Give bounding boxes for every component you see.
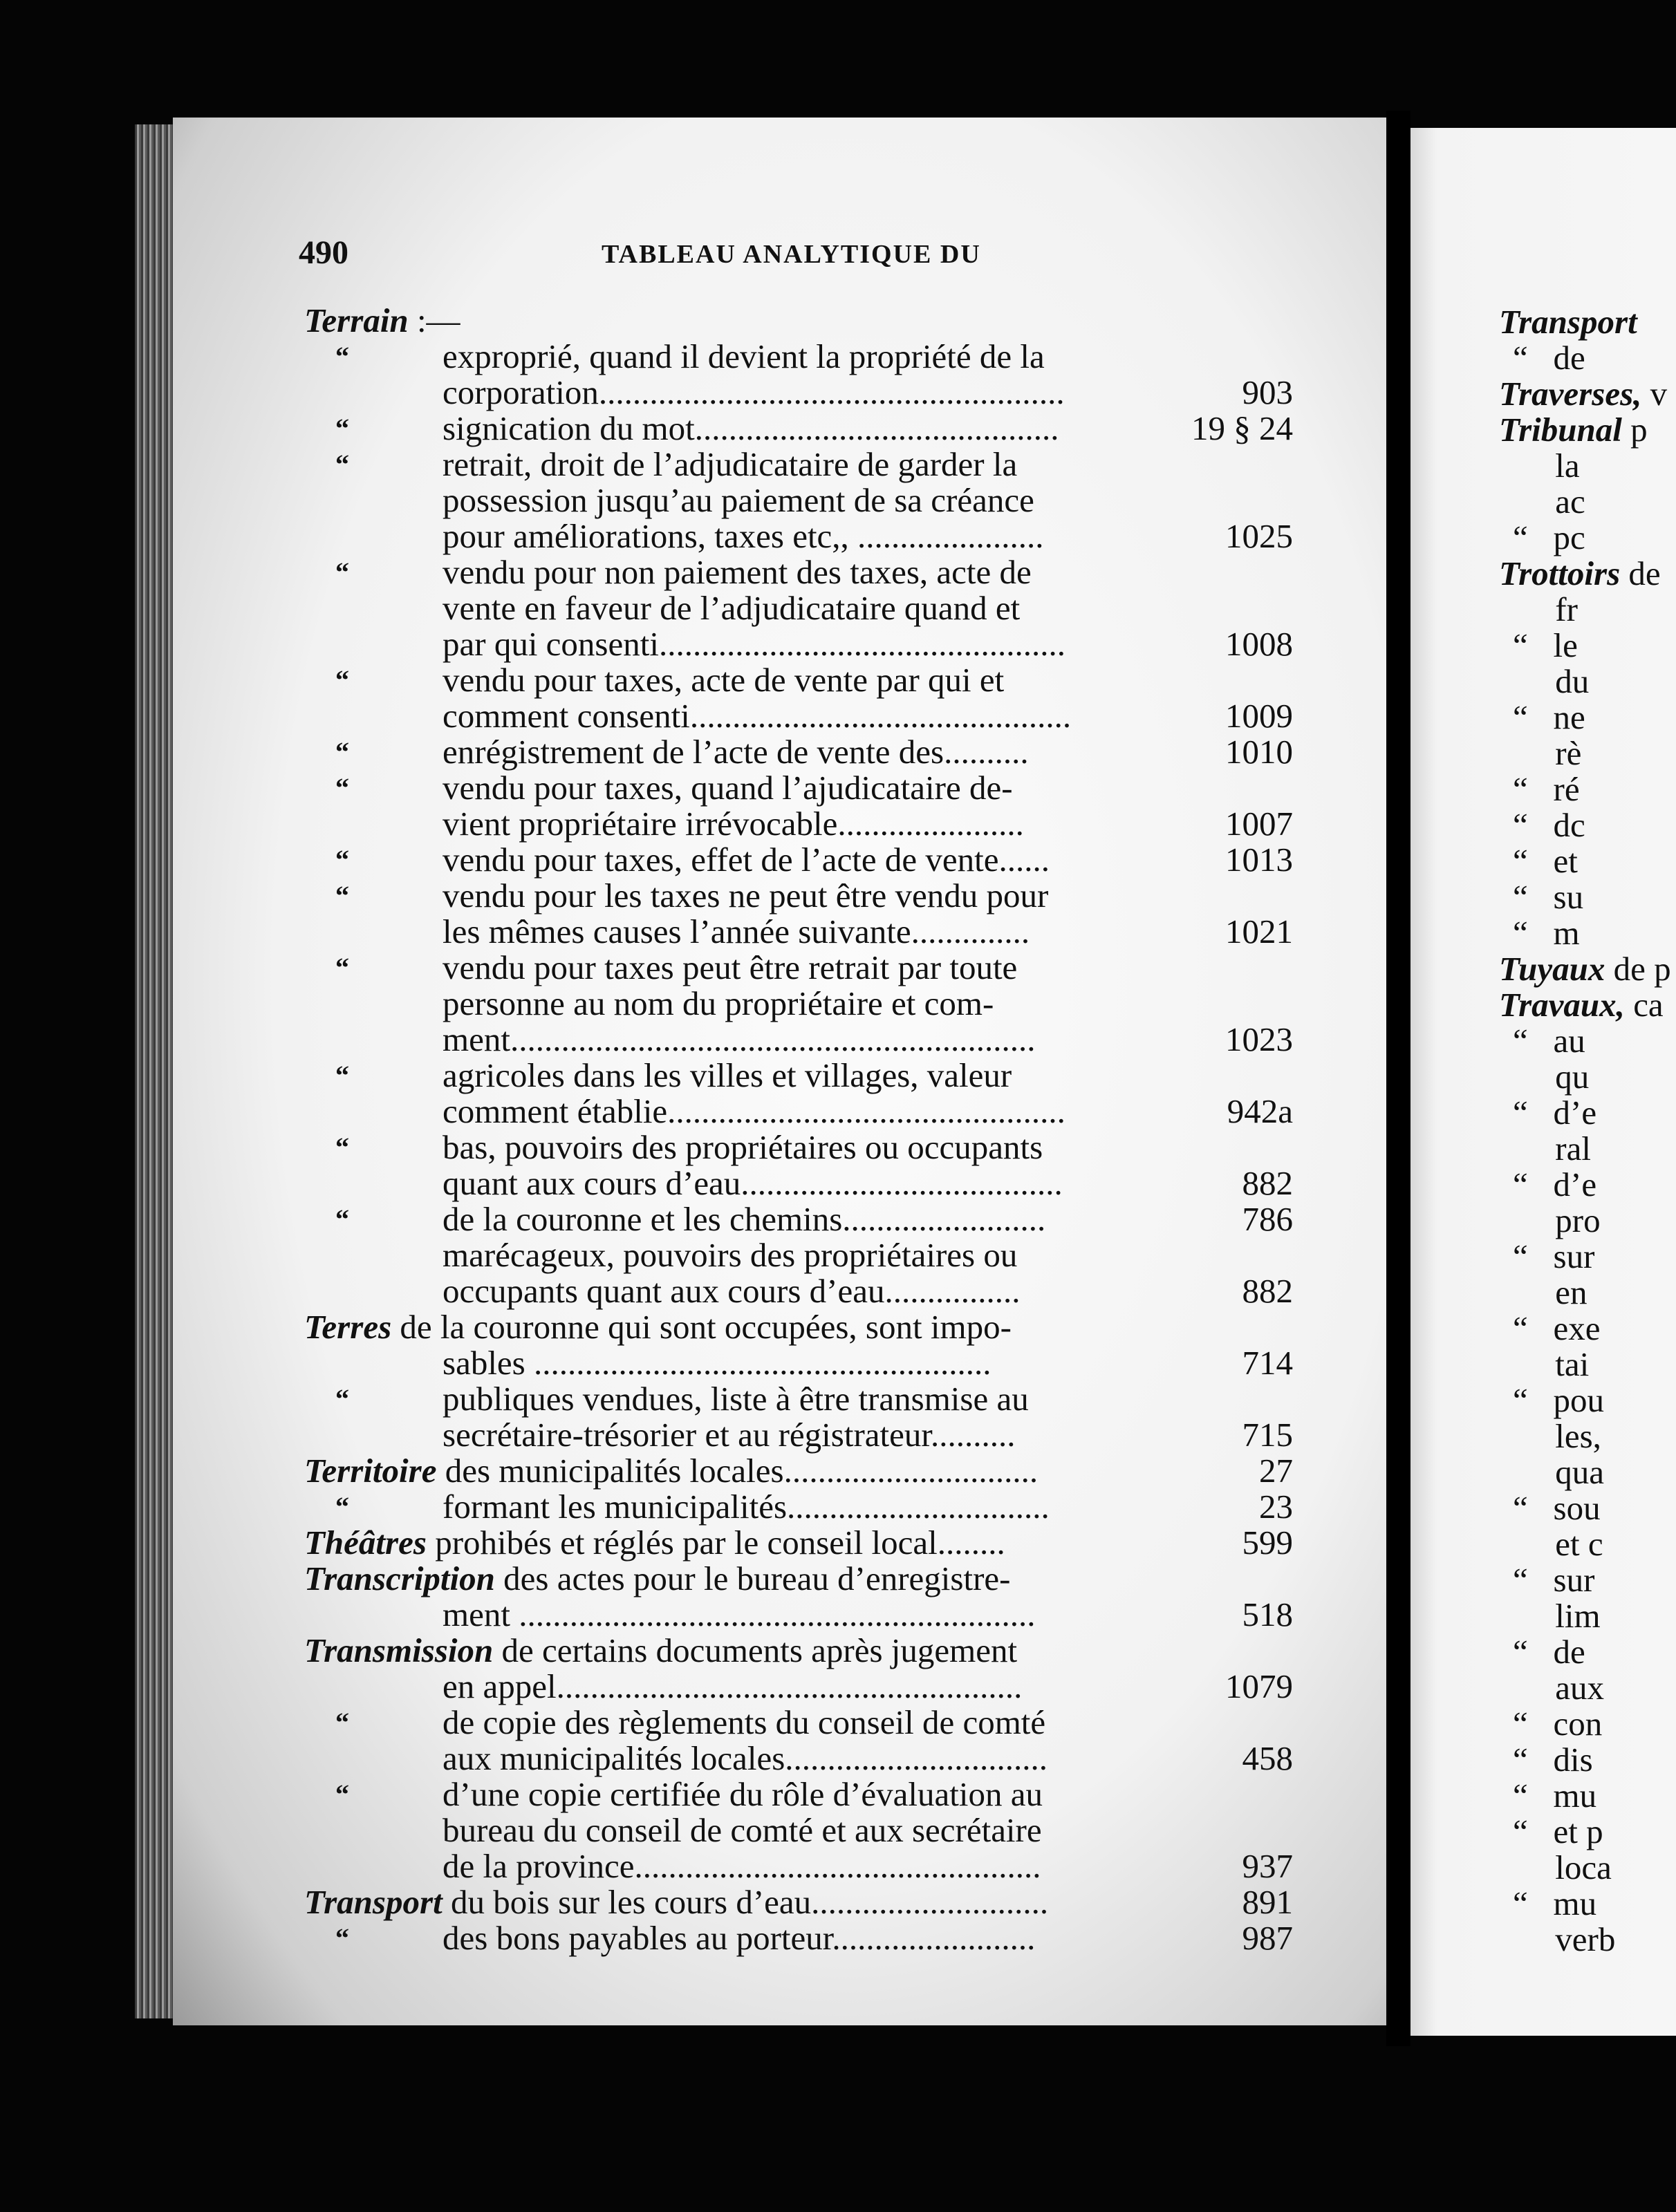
index-entry	[304, 1309, 1293, 1381]
entry-line	[304, 1884, 1293, 1920]
page-reference: 942a	[1227, 1092, 1293, 1130]
entry-line: des bons payables au porteur........................	[443, 1919, 1036, 1957]
entry-line: possession jusqu’au paiement de sa créance	[443, 481, 1034, 519]
index-entry	[304, 878, 1293, 950]
entry-line: vendu pour taxes, effet de l’acte de vente......	[443, 841, 1050, 879]
entry-line: de copie des règlements du conseil de comté	[443, 1703, 1046, 1741]
right-page-fragments	[1499, 303, 1676, 1958]
page-reference: 1010	[1225, 733, 1293, 771]
page-reference: 891	[1242, 1883, 1293, 1921]
page-reference: 19 § 24	[1191, 409, 1293, 447]
book-gutter	[1386, 111, 1410, 2046]
entry-line: vente en faveur de l’adjudicataire quand et	[443, 589, 1021, 627]
page-reference: 786	[1242, 1200, 1293, 1238]
entry-line: sables ......................................................	[443, 1344, 991, 1382]
right-page-fragment: “ con	[1513, 1705, 1603, 1743]
page-reference: 1079	[1225, 1667, 1293, 1705]
index-entry	[304, 1705, 1293, 1777]
entry-line: quant aux cours d’eau......................................	[443, 1164, 1063, 1202]
entry-text: des municipalités locales..............................	[436, 1452, 1039, 1490]
index-entry	[304, 734, 1293, 770]
entry-headword: Terres	[304, 1308, 392, 1346]
entry-line	[304, 1561, 1293, 1597]
page-reference: 1009	[1225, 697, 1293, 735]
right-page-fragment: “ sur	[1513, 1561, 1595, 1599]
right-page-fragment: tai	[1513, 1345, 1590, 1383]
entry-text: de la couronne qui sont occupées, sont impo-	[391, 1308, 1012, 1346]
entry-headword: Transport	[304, 1883, 443, 1921]
right-page-fragment: loca	[1513, 1848, 1612, 1886]
ditto-mark: “	[335, 1922, 349, 1953]
index-entry	[304, 1130, 1293, 1201]
right-page-fragment: Trottoirs de	[1499, 554, 1661, 592]
right-page-fragment: pro	[1513, 1201, 1601, 1239]
index-entry	[304, 1561, 1293, 1633]
index-entry	[304, 1777, 1293, 1884]
index-entry	[304, 1884, 1293, 1920]
entry-line: pour améliorations, taxes etc,, ......................	[443, 517, 1044, 555]
right-page-fragment: “ su	[1513, 878, 1584, 916]
page-reference: 903	[1242, 373, 1293, 411]
right-page-fragment: Tribunal p	[1499, 411, 1648, 449]
page-reference: 1007	[1225, 805, 1293, 843]
right-page-fragment: “ de	[1513, 1633, 1585, 1671]
index-entry	[304, 842, 1293, 878]
ditto-mark: “	[335, 772, 349, 803]
entry-line: personne au nom du propriétaire et com-	[443, 984, 994, 1022]
entry-line: exproprié, quand il devient la propriété de la	[443, 337, 1045, 375]
ditto-mark: “	[335, 449, 349, 480]
page-reference: 715	[1242, 1416, 1293, 1454]
entry-line: marécageux, pouvoirs des propriétaires ou	[443, 1236, 1018, 1274]
index-entry	[304, 662, 1293, 734]
right-page-fragment: “ et p	[1513, 1812, 1603, 1850]
right-page-fragment: qu	[1513, 1058, 1590, 1096]
right-page-fragment: du	[1513, 662, 1590, 700]
page-reference: 518	[1242, 1595, 1293, 1633]
entry-line: ment..............................................................	[443, 1020, 1036, 1058]
entry-line: vendu pour non paiement des taxes, acte de	[443, 553, 1032, 591]
page-reference: 1025	[1225, 517, 1293, 555]
entry-text: des actes pour le bureau d’enregistre-	[494, 1559, 1011, 1597]
ditto-mark: “	[335, 880, 349, 911]
right-page-fragment: fr	[1513, 590, 1578, 628]
entry-headword: Territoire	[304, 1452, 437, 1490]
ditto-mark: “	[335, 844, 349, 875]
entry-line: vendu pour les taxes ne peut être vendu pour	[443, 877, 1049, 915]
ditto-mark: “	[335, 952, 349, 983]
right-page-fragment: “ m	[1513, 914, 1580, 952]
page-reference: 937	[1242, 1847, 1293, 1885]
entry-line: les mêmes causes l’année suivante..............	[443, 912, 1030, 950]
entry-line: ment .............................................................	[443, 1595, 1036, 1633]
right-page-fragment: “ le	[1513, 626, 1578, 664]
entry-line: publiques vendues, liste à être transmise au	[443, 1380, 1029, 1418]
index-entry	[304, 554, 1293, 662]
right-page-fragment: “ dc	[1513, 806, 1585, 844]
entry-line: secrétaire-trésorier et au régistrateur..........	[443, 1416, 1016, 1454]
entry-line: comment établie...............................................	[443, 1092, 1065, 1130]
book-page-edges	[135, 124, 176, 2018]
ditto-mark: “	[335, 1383, 349, 1414]
entry-line: comment consenti.............................................	[443, 697, 1072, 735]
right-page-fragment: Travaux, ca	[1499, 986, 1664, 1024]
ditto-mark: “	[335, 341, 349, 372]
entry-line: occupants quant aux cours d’eau................	[443, 1272, 1021, 1310]
ditto-mark: “	[335, 1203, 349, 1235]
entry-line	[304, 1633, 1293, 1669]
ditto-mark: “	[335, 736, 349, 767]
ditto-mark: “	[335, 1779, 349, 1810]
page-reference: 882	[1242, 1164, 1293, 1202]
entry-line: de la province................................................	[443, 1847, 1041, 1885]
entry-line: en appel.......................................................	[443, 1667, 1023, 1705]
index-entry	[304, 1453, 1293, 1489]
entry-line: vendu pour taxes, quand l’ajudicataire de-	[443, 769, 1013, 807]
entry-text: du bois sur les cours d’eau............................	[442, 1883, 1049, 1921]
index-entry	[304, 1058, 1293, 1130]
page-reference: 1013	[1225, 841, 1293, 879]
ditto-mark: “	[335, 413, 349, 444]
index-entry	[304, 447, 1293, 554]
ditto-mark: “	[335, 1707, 349, 1738]
page-reference: 1023	[1225, 1020, 1293, 1058]
right-page-fragment: qua	[1513, 1453, 1604, 1491]
page-number: 490	[299, 234, 348, 271]
right-page-fragment: “ ré	[1513, 770, 1580, 808]
right-page-fragment: “ de	[1513, 339, 1585, 377]
index-entry	[304, 1201, 1293, 1237]
entry-line: formant les municipalités...............................	[443, 1488, 1050, 1526]
index-entry	[304, 1489, 1293, 1525]
entry-line: retrait, droit de l’adjudicataire de garder la	[443, 445, 1018, 483]
right-page-fragment: aux	[1513, 1669, 1604, 1707]
entry-headword: Transcription	[304, 1559, 495, 1597]
entry-line: corporation.......................................................	[443, 373, 1065, 411]
ditto-mark: “	[335, 1060, 349, 1091]
index-column	[304, 303, 1293, 1956]
right-page-fragment: “ sou	[1513, 1489, 1601, 1527]
entry-text: de certains documents après jugement	[493, 1631, 1018, 1669]
right-page-fragment: verb	[1513, 1920, 1616, 1958]
entry-text: :—	[408, 301, 460, 339]
entry-line: d’une copie certifiée du rôle d’évaluation au	[443, 1775, 1043, 1813]
entry-headword: Terrain	[304, 301, 409, 339]
index-entry	[304, 770, 1293, 842]
right-page-fragment: “ mu	[1513, 1777, 1597, 1815]
page-reference: 599	[1242, 1524, 1293, 1562]
entry-line: enrégistrement de l’acte de vente des..........	[443, 733, 1029, 771]
entry-line: vendu pour taxes peut être retrait par toute	[443, 948, 1018, 986]
entry-line: vendu pour taxes, acte de vente par qui et	[443, 661, 1005, 699]
index-entry	[304, 411, 1293, 447]
page-reference: 23	[1259, 1488, 1293, 1526]
right-page-fragment: rè	[1513, 734, 1582, 772]
page-reference: 458	[1242, 1739, 1293, 1777]
entry-line: bureau du conseil de comté et aux secrétaire	[443, 1811, 1042, 1849]
entry-line	[304, 303, 1293, 339]
right-page-fragment: “ et	[1513, 842, 1578, 880]
index-entry	[304, 339, 1293, 411]
page-reference: 987	[1242, 1919, 1293, 1957]
ditto-mark: “	[335, 1491, 349, 1522]
entry-line	[304, 1309, 1293, 1345]
ditto-mark: “	[335, 556, 349, 588]
index-entry	[304, 1633, 1293, 1705]
page-reference: 882	[1242, 1272, 1293, 1310]
entry-line: de la couronne et les chemins........................	[443, 1200, 1046, 1238]
right-page-fragment: ac	[1513, 482, 1585, 521]
right-page-fragment: “ d’e	[1513, 1094, 1597, 1132]
entry-headword: Transmission	[304, 1631, 494, 1669]
entry-line: aux municipalités locales...............................	[443, 1739, 1048, 1777]
right-page-fragment: “ au	[1513, 1022, 1585, 1060]
right-page-fragment: “ exe	[1513, 1309, 1601, 1347]
entry-line	[304, 1525, 1293, 1561]
entry-line: signication du mot...........................................	[443, 409, 1059, 447]
right-page-fragment: ral	[1513, 1130, 1591, 1168]
right-page-fragment: “ pou	[1513, 1381, 1604, 1419]
page-reference: 27	[1259, 1452, 1293, 1490]
right-page-fragment: Transport	[1499, 303, 1637, 341]
entry-line: par qui consenti................................................	[443, 625, 1065, 663]
page-reference: 714	[1242, 1344, 1293, 1382]
right-page-fragment: les,	[1513, 1417, 1601, 1455]
ditto-mark: “	[335, 664, 349, 695]
index-entry	[304, 950, 1293, 1058]
ditto-mark: “	[335, 1132, 349, 1163]
entry-line: bas, pouvoirs des propriétaires ou occupants	[443, 1128, 1043, 1166]
right-page-fragment: “ ne	[1513, 698, 1585, 736]
right-page-fragment: Traverses, v	[1499, 375, 1668, 413]
right-page-fragment: “ mu	[1513, 1884, 1597, 1922]
running-title: TABLEAU ANALYTIQUE DU	[602, 240, 981, 269]
index-entry	[304, 303, 1293, 339]
entry-text: prohibés et réglés par le conseil local........	[426, 1524, 1005, 1562]
right-page-fragment: “ sur	[1513, 1237, 1595, 1275]
right-page-fragment: en	[1513, 1273, 1587, 1311]
right-page-fragment: la	[1513, 447, 1580, 485]
right-page-fragment: lim	[1513, 1597, 1601, 1635]
index-entry	[304, 1237, 1293, 1309]
index-entry	[304, 1381, 1293, 1453]
index-entry	[304, 1920, 1293, 1956]
right-page-fragment: “ dis	[1513, 1741, 1593, 1779]
right-page-fragment: “ d’e	[1513, 1165, 1597, 1203]
entry-line: vient propriétaire irrévocable......................	[443, 805, 1024, 843]
right-page-fragment: Tuyaux de p	[1499, 950, 1671, 988]
page-reference: 1008	[1225, 625, 1293, 663]
page-reference: 1021	[1225, 912, 1293, 950]
right-page-fragment: “ pc	[1513, 518, 1585, 556]
right-page-fragment: et c	[1513, 1525, 1603, 1563]
index-entry	[304, 1525, 1293, 1561]
entry-line: agricoles dans les villes et villages, valeur	[443, 1056, 1012, 1094]
entry-headword: Théâtres	[304, 1524, 427, 1562]
entry-line	[304, 1453, 1293, 1489]
